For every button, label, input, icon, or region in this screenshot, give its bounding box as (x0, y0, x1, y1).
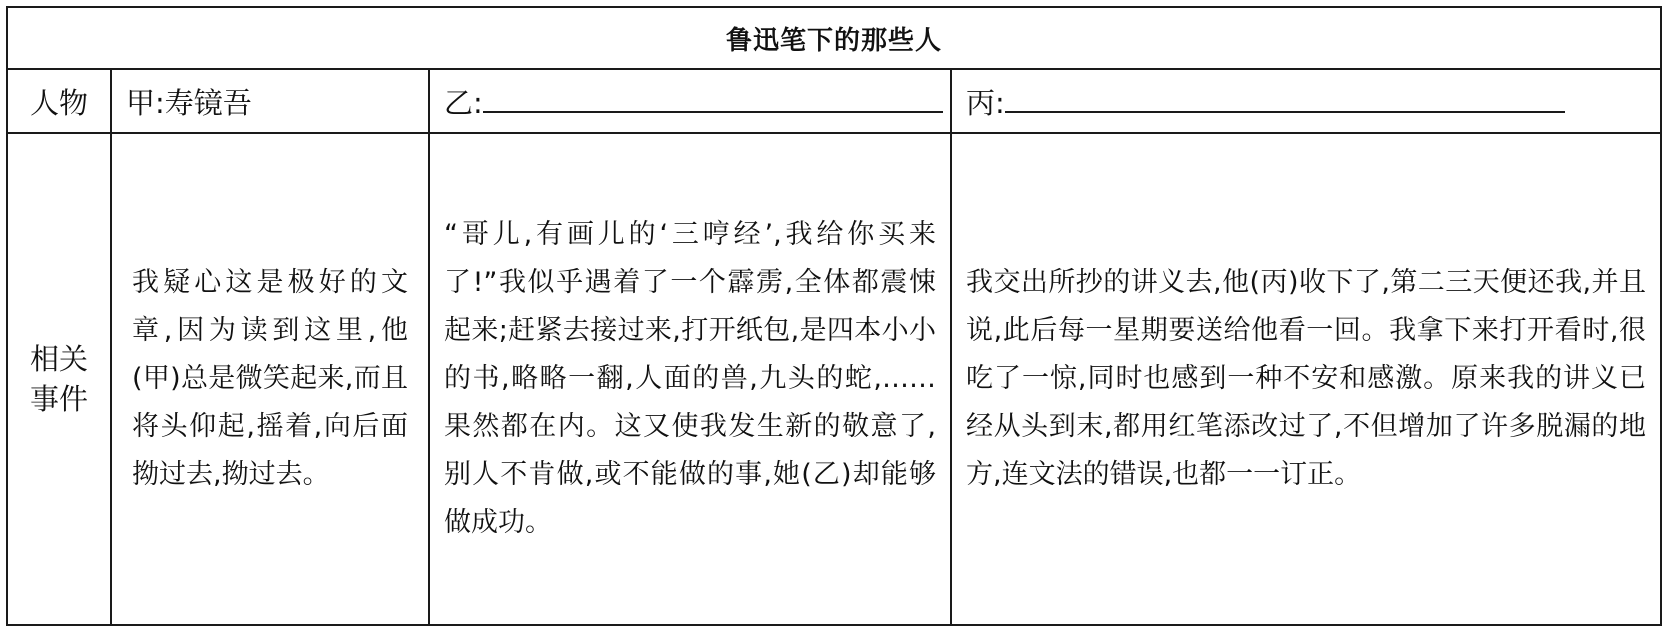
person-c-cell (951, 69, 1661, 133)
person-b-label: 乙: (444, 85, 483, 120)
title-row (7, 7, 1661, 69)
row-label-events (7, 133, 111, 625)
event-a-text: 我疑心这是极好的文章,因为读到这里,他(甲)总是微笑起来,而且将头仰起,摇着,向后面拗过去,拗过去。 (111, 133, 429, 625)
person-b-cell (429, 69, 951, 133)
person-a: 甲:寿镜吾 (111, 69, 429, 133)
people-table (6, 6, 1662, 626)
events-label-line2: 事件 (29, 382, 88, 416)
person-b-blank[interactable] (483, 85, 943, 113)
header-row (7, 69, 1661, 133)
events-row (7, 133, 1661, 625)
table-title: 鲁迅笔下的那些人 (7, 7, 1661, 69)
person-c-label: 丙: (966, 85, 1005, 120)
events-label-line1: 相关 (29, 342, 88, 376)
event-b-text: “哥儿,有画儿的‘三哼经’,我给你买来了!”我似乎遇着了一个霹雳,全体都震悚起来;赶紧去接过来,打开纸包,是四本小小的书,略略一翻,人面的兽,九头的蛇,……果然都在内。这又使我发生新的敬意了,别人不肯做,或不能做的事,她(乙)却能够做成功。 (429, 133, 951, 625)
row-label-person: 人物 (7, 69, 111, 133)
person-c-blank[interactable] (1005, 85, 1565, 113)
event-c-text: 我交出所抄的讲义去,他(丙)收下了,第二三天便还我,并且说,此后每一星期要送给他看一回。我拿下来打开看时,很吃了一惊,同时也感到一种不安和感激。原来我的讲义已经从头到末,都用红笔添改过了,不但增加了许多脱漏的地方,连文法的错误,也都一一订正。 (951, 133, 1661, 625)
